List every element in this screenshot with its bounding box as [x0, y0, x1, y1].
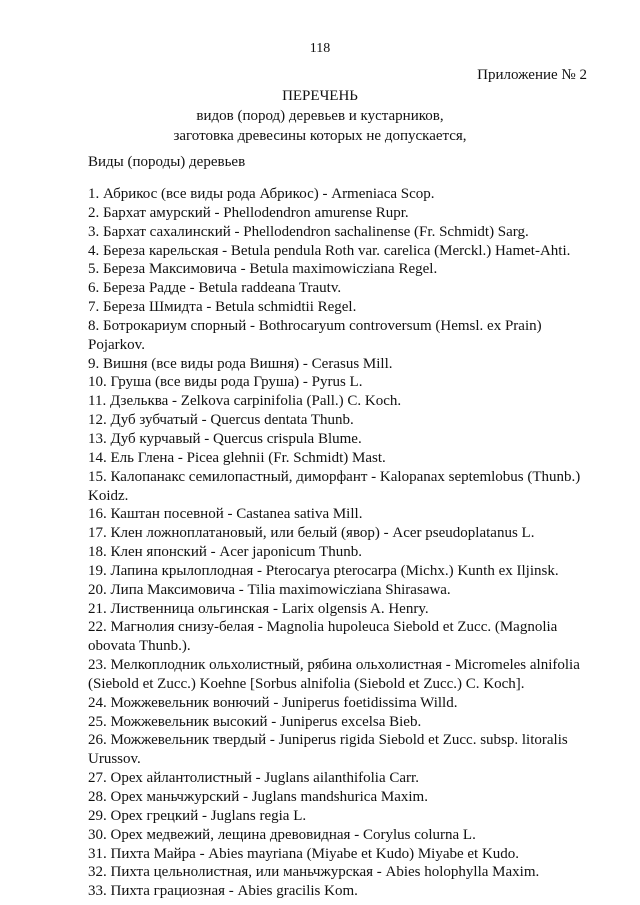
document-subtitle	[0, 106, 640, 146]
species-item: 15. Калопанакс семилопастный, диморфант - Kalopanax septemlobus (Thunb.) Koidz.	[88, 468, 581, 504]
species-item: 20. Липа Максимовича - Tilia maximowicziana Shirasawa.	[88, 581, 451, 598]
species-item: 28. Орех маньчжурский - Juglans mandshurica Maxim.	[88, 789, 428, 805]
document-title: ПЕРЕЧЕНЬ	[282, 88, 358, 104]
species-item: 13. Дуб курчавый - Quercus crispula Blume.	[88, 430, 362, 447]
species-item: 2. Бархат амурский - Phellodendron amurense Rupr.	[88, 204, 409, 221]
species-item: 19. Лапина крылоплодная - Pterocarya pterocarpa (Michx.) Kunth ex Iljinsk.	[88, 562, 559, 579]
species-item: 18. Клен японский - Acer japonicum Thunb.	[88, 544, 362, 561]
species-item: 8. Ботрокариум спорный - Bothrocaryum controversum (Hemsl. ex Prain) Pojarkov.	[88, 317, 542, 353]
species-item: 4. Береза карельская - Betula pendula Roth var. carelica (Merckl.) Hamet-Ahti.	[88, 242, 571, 259]
section-heading: Виды (породы) деревьев	[88, 154, 246, 170]
species-list	[88, 185, 588, 901]
species-item: 31. Пихта Майра - Abies mayriana (Miyabe et Kudo) Miyabe et Kudo.	[88, 845, 520, 862]
species-item: 3. Бархат сахалинский - Phellodendron sachalinense (Fr. Schmidt) Sarg.	[88, 223, 529, 240]
species-item: 25. Можжевельник высокий - Juniperus excelsa Bieb.	[88, 713, 422, 730]
species-item: 21. Лиственница ольгинская - Larix olgensis A. Henry.	[88, 600, 429, 617]
species-item: 10. Груша (все виды рода Груша) - Pyrus L.	[88, 374, 363, 391]
species-item: 9. Вишня (все виды рода Вишня) - Cerasus Mill.	[88, 355, 393, 372]
species-item: 30. Орех медвежий, лещина древовидная - Corylus colurna L.	[88, 826, 476, 843]
species-item: 11. Дзельква - Zelkova carpinifolia (Pall.) C. Koch.	[88, 393, 402, 410]
species-item: 24. Можжевельник вонючий - Juniperus foetidissima Willd.	[88, 694, 458, 711]
species-item: 22. Магнолия снизу-белая - Magnolia hupoleuca Siebold et Zucc. (Magnolia obovata Thunb.).	[88, 619, 558, 655]
species-item: 33. Пихта грациозная - Abies gracilis Kom.	[88, 883, 358, 900]
species-item: 29. Орех грецкий - Juglans regia L.	[88, 807, 307, 824]
species-item: 12. Дуб зубчатый - Quercus dentata Thunb.	[88, 412, 354, 429]
subtitle-line: видов (пород) деревьев и кустарников,	[196, 108, 444, 124]
species-item: 1. Абрикос (все виды рода Абрикос) - Armeniaca Scop.	[88, 186, 435, 202]
subtitle-line: заготовка древесины которых не допускается,	[173, 128, 467, 144]
species-item: 14. Ель Глена - Picea glehnii (Fr. Schmidt) Mast.	[88, 449, 386, 466]
species-item: 32. Пихта цельнолистная, или маньчжурская - Abies holophylla Maxim.	[88, 864, 540, 881]
species-item: 26. Можжевельник твердый - Juniperus rigida Siebold et Zucc. subsp. litoralis Urussov.	[88, 732, 568, 768]
species-item: 23. Мелкоплодник ольхолистный, рябина ольхолистная - Micromeles alnifolia (Siebold et Zucc.) Koehne [Sorbus alnifolia (Siebold et Zucc.) C. Koch].	[88, 657, 580, 692]
species-item: 16. Каштан посевной - Castanea sativa Mill.	[88, 506, 363, 523]
species-item: 6. Береза Радде - Betula raddeana Trautv.	[88, 280, 342, 297]
species-item: 27. Орех айлантолистный - Juglans ailanthifolia Carr.	[88, 770, 419, 787]
species-item: 17. Клен ложноплатановый, или белый (явор) - Acer pseudoplatanus L.	[88, 525, 535, 542]
species-item: 5. Береза Максимовича - Betula maximowicziana Regel.	[88, 261, 438, 278]
appendix-label: Приложение № 2	[477, 67, 587, 83]
species-item: 7. Береза Шмидта - Betula schmidtii Regel.	[88, 299, 357, 316]
page-number: 118	[309, 41, 331, 56]
